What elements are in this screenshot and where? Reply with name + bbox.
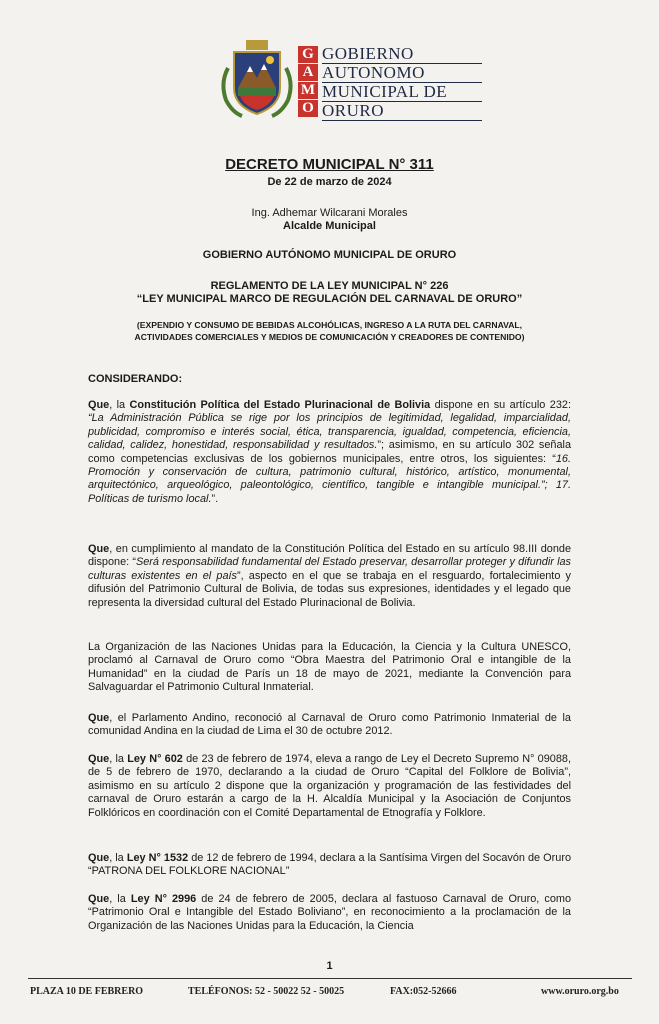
logo-letter: G <box>298 46 318 63</box>
mayor-name: Ing. Adhemar Wilcarani Morales <box>251 207 408 219</box>
logo-word: AUTONOMO <box>322 64 482 83</box>
quoted-text: 16. Promoción y conservación de cultura, patrimonio cultural, histórico, artístico, monumental, arquitectónico, arqueológico, paleontológico, científico, tangible e intangible municipal.”; 17. Políticas de turismo local. <box>88 452 571 505</box>
paragraph <box>88 753 571 820</box>
paragraph-text: dispone en su artículo 232: <box>430 399 571 411</box>
logo-letter: A <box>298 64 318 81</box>
regulation-title: REGLAMENTO DE LA LEY MUNICIPAL N° 226 <box>210 280 449 292</box>
logo-word: MUNICIPAL DE <box>322 83 482 102</box>
paragraph <box>88 641 571 695</box>
paragraph-text: ”. <box>211 492 219 505</box>
footer-address: PLAZA 10 DE FEBRERO <box>30 986 144 997</box>
footer-phones: TELÉFONOS: 52 - 50022 52 - 50025 <box>188 986 345 997</box>
paragraph-text: , el Parlamento Andino, reconoció al Carnaval de Oruro como Patrimonio Inmaterial de la comunidad Andina en la ciudad de Lima el 30 de octubre 2012. <box>88 712 571 738</box>
letterhead <box>218 38 478 124</box>
paragraph <box>88 893 571 933</box>
paragraph <box>88 852 571 879</box>
que-label: Que <box>88 753 110 765</box>
que-label: Que <box>88 893 110 905</box>
regulation-law-name: “LEY MUNICIPAL MARCO DE REGULACIÓN DEL CARNAVAL DE ORURO” <box>136 293 523 305</box>
page-number: 1 <box>326 960 333 972</box>
que-label: Que <box>88 712 110 724</box>
paragraph-text: ”, aspecto en el que se trabaja en el resguardo, fortalecimiento y difusión del Patrimonio Cultural de Bolivia, de todas sus expresiones, identidades y el legado que representa la diversidad cultural del Estado Plurinacional de Bolivia. <box>88 569 571 609</box>
logo-wordmark <box>322 45 482 121</box>
considering-heading: CONSIDERANDO: <box>88 373 183 385</box>
paragraph-text: , en cumplimiento al mandato de la Constitución Política del Estado en su artículo 98.III donde dispone: “ <box>88 543 571 569</box>
paragraph-text: ”; asimismo, en su artículo 302 señala como competencias exclusivas de los gobiernos municipales, entre otros, los siguientes: “ <box>88 439 571 465</box>
paragraph <box>88 399 571 506</box>
law-reference: Constitución Política del Estado Plurinacional de Bolivia <box>129 399 431 411</box>
government-name: GOBIERNO AUTÓNOMO MUNICIPAL DE ORURO <box>202 249 457 261</box>
footer-divider <box>28 978 632 979</box>
regulation-subtitle: ACTIVIDADES COMERCIALES Y MEDIOS DE COMUNICACIÓN Y CREADORES DE CONTENIDO) <box>134 332 525 342</box>
paragraph-text: , la <box>109 852 127 864</box>
decree-date: De 22 de marzo de 2024 <box>267 176 392 188</box>
paragraph-text: de 23 de febrero de 1974, eleva a rango de Ley el Decreto Supremo N° 09088, de 5 de febrero de 1970, declarando a la ciudad de Oruro “Capital del Folklore de Bolivia”, asimismo en su artículo 2 dispone que la organización y programación de las festividades del carnaval de Oruro estarán a cargo de la H. Alcaldía Municipal y la Asociación de Conjuntos Folklóricos en coordinación con el Comité Departamental de Etnografía y Folklore. <box>88 753 571 819</box>
decree-title: DECRETO MUNICIPAL N° 311 <box>225 156 434 173</box>
paragraph-text: , la <box>109 753 128 765</box>
footer-website: www.oruro.org.bo <box>541 986 619 997</box>
paragraph-text: de 24 de febrero de 2005, declara al fastuoso Carnaval de Oruro, como “Patrimonio Oral e Intangible del Estado Boliviano”, en reconocimiento a la proclamación de la Organización de las Naciones Unidas para la Educación, la Ciencia <box>88 893 572 932</box>
que-label: Que <box>88 543 110 555</box>
footer-fax: FAX:052-52666 <box>390 986 457 997</box>
law-reference: Ley N° 2996 <box>130 893 197 905</box>
que-label: Que <box>88 399 110 411</box>
logo-acronym <box>298 46 320 118</box>
logo-letter: O <box>298 100 318 117</box>
municipal-seal-icon <box>218 38 296 120</box>
quoted-text: “La Administración Pública se rige por los principios de legitimidad, legalidad, imparcialidad, publicidad, compromiso e interés social, ética, transparencia, igualdad, competencia, eficiencia, calidad, calidez, honestidad, responsabilidad y resultados. <box>88 412 571 452</box>
paragraph-text: de 12 de febrero de 1994, declara a la Santísima Virgen del Socavón de Oruro “PATRONA DEL FOLKLORE NACIONAL” <box>88 852 571 878</box>
logo-letter: M <box>298 82 318 99</box>
paragraph <box>88 712 571 739</box>
quoted-text: Será responsabilidad fundamental del Estado preservar, desarrollar proteger y difundir las culturas existentes en el país <box>88 556 571 582</box>
que-label: Que <box>88 852 110 864</box>
law-reference: Ley N° 1532 <box>126 852 189 864</box>
paragraph <box>88 543 571 610</box>
regulation-subtitle: (EXPENDIO Y CONSUMO DE BEBIDAS ALCOHÓLICAS, INGRESO A LA RUTA DEL CARNAVAL, <box>136 320 523 330</box>
law-reference: Ley N° 602 <box>127 753 183 765</box>
logo-word: GOBIERNO <box>322 45 482 64</box>
paragraph-text: , la <box>109 399 130 411</box>
logo-word: ORURO <box>322 102 482 121</box>
mayor-role: Alcalde Municipal <box>283 220 376 232</box>
paragraph-text: La Organización de las Naciones Unidas para la Educación, la Ciencia y la Cultura UNESCO, proclamó al Carnaval de Oruro como “Obra Maestra del Patrimonio Oral e intangible de la Humanidad” en la ciudad de París un 18 de mayo de 2021, mediante la Convención para Salvaguardar el Patrimonio Cultural Inmaterial. <box>88 641 571 694</box>
paragraph-text: , la <box>109 893 131 905</box>
